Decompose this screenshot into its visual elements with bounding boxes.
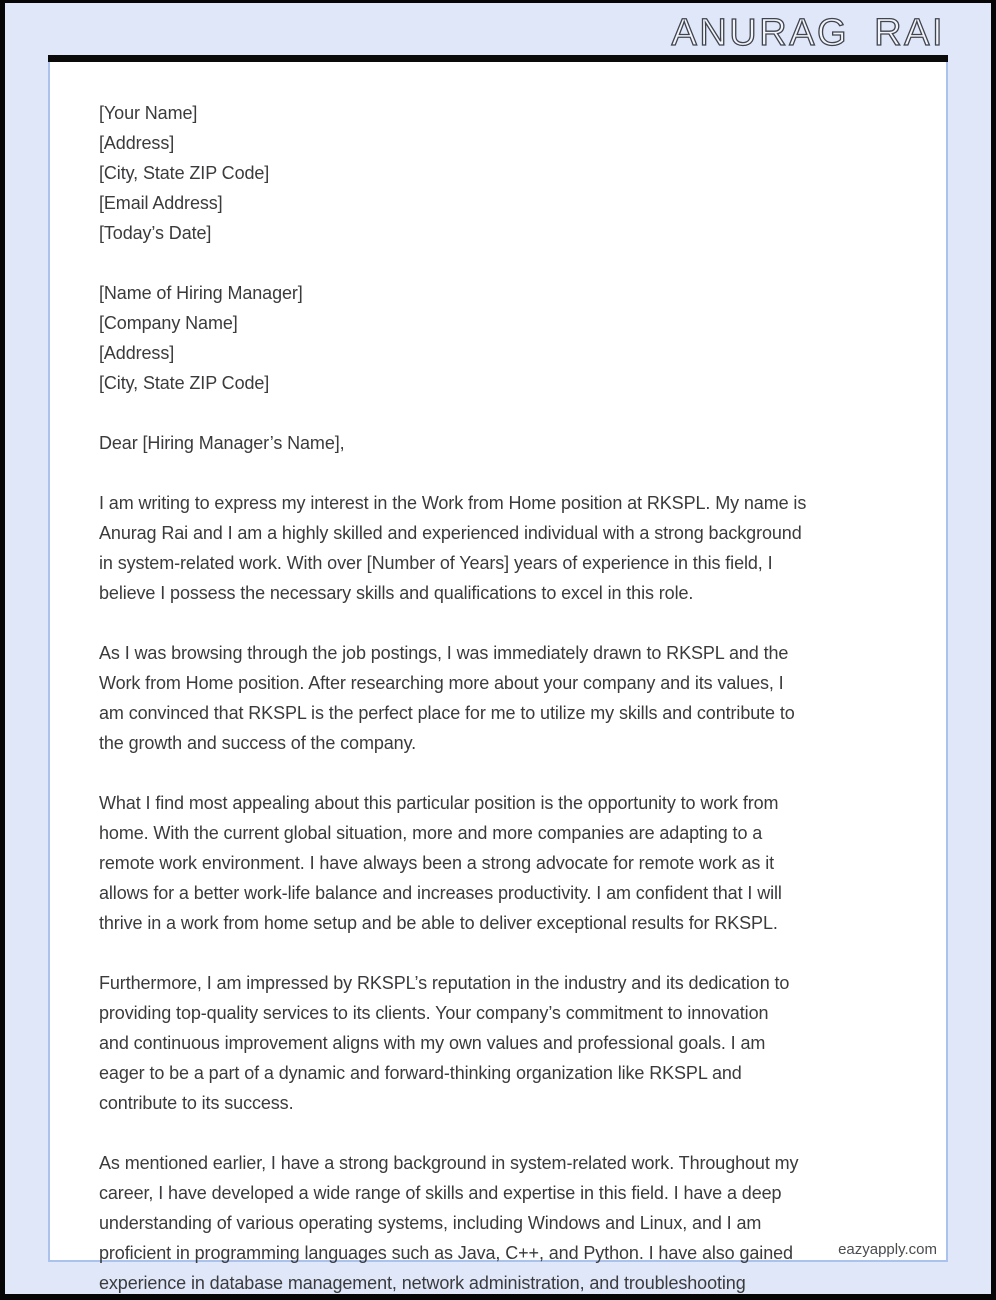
- letter-line: [City, State ZIP Code]: [99, 373, 270, 393]
- sender-block: [99, 98, 899, 248]
- letter-line: the growth and success of the company.: [99, 733, 417, 753]
- letter-line: in system-related work. With over [Number of Years] years of experience in this field, I: [99, 553, 773, 573]
- letter-line: proficient in programming languages such as Java, C++, and Python. I have also gained: [99, 1243, 793, 1263]
- letter-line: contribute to its success.: [99, 1093, 294, 1113]
- letter-line: [Today’s Date]: [99, 223, 212, 243]
- paragraph: [99, 788, 899, 938]
- letter-line: remote work environment. I have always been a strong advocate for remote work as it: [99, 853, 775, 873]
- letter-line: [Your Name]: [99, 103, 198, 123]
- document-page: [48, 62, 948, 1293]
- letter-line: believe I possess the necessary skills and qualifications to excel in this role.: [99, 583, 694, 603]
- letter-line: [Name of Hiring Manager]: [99, 283, 303, 303]
- letter-line: What I find most appealing about this particular position is the opportunity to work from: [99, 793, 779, 813]
- letter-line: home. With the current global situation, more and more companies are adapting to a: [99, 823, 763, 843]
- letter-line: providing top-quality services to its clients. Your company’s commitment to innovation: [99, 1003, 769, 1023]
- letter-line: Dear [Hiring Manager’s Name],: [99, 433, 345, 453]
- top-bar: [48, 55, 948, 62]
- brand-name: ANURAG RAI: [671, 12, 945, 54]
- letter-line: eager to be a part of a dynamic and forward-thinking organization like RKSPL and: [99, 1063, 742, 1083]
- paragraph: [99, 638, 899, 758]
- letter-line: thrive in a work from home setup and be able to deliver exceptional results for RKSPL.: [99, 913, 778, 933]
- letter-line: allows for a better work-life balance and increases productivity. I am confident that I will: [99, 883, 782, 903]
- letter-line: [Address]: [99, 133, 175, 153]
- letter-line: As mentioned earlier, I have a strong background in system-related work. Throughout my: [99, 1153, 799, 1173]
- letter-content: [99, 98, 899, 1298]
- letter-line: and continuous improvement aligns with my own values and professional goals. I am: [99, 1033, 766, 1053]
- paragraph: [99, 968, 899, 1118]
- watermark: eazyapply.com: [838, 1241, 937, 1258]
- letter-line: [Company Name]: [99, 313, 238, 333]
- salutation: [99, 428, 899, 458]
- letter-line: career, I have developed a wide range of skills and expertise in this field. I have a deep: [99, 1183, 782, 1203]
- letter-line: As I was browsing through the job postings, I was immediately drawn to RKSPL and the: [99, 643, 789, 663]
- letter-line: Furthermore, I am impressed by RKSPL’s reputation in the industry and its dedication to: [99, 973, 790, 993]
- paragraph: [99, 1148, 899, 1298]
- letter-line: Anurag Rai and I am a highly skilled and experienced individual with a strong background: [99, 523, 802, 543]
- letter-line: [City, State ZIP Code]: [99, 163, 270, 183]
- paragraph: [99, 488, 899, 608]
- letter-line: understanding of various operating systems, including Windows and Linux, and I am: [99, 1213, 762, 1233]
- letter-line: [Email Address]: [99, 193, 223, 213]
- letter-line: Work from Home position. After researching more about your company and its values, I: [99, 673, 784, 693]
- letter-line: experience in database management, network administration, and troubleshooting: [99, 1273, 746, 1293]
- letter-line: I am writing to express my interest in the Work from Home position at RKSPL. My name is: [99, 493, 807, 513]
- letter-line: am convinced that RKSPL is the perfect place for me to utilize my skills and contribute to: [99, 703, 795, 723]
- letter-line: [Address]: [99, 343, 175, 363]
- recipient-block: [99, 278, 899, 398]
